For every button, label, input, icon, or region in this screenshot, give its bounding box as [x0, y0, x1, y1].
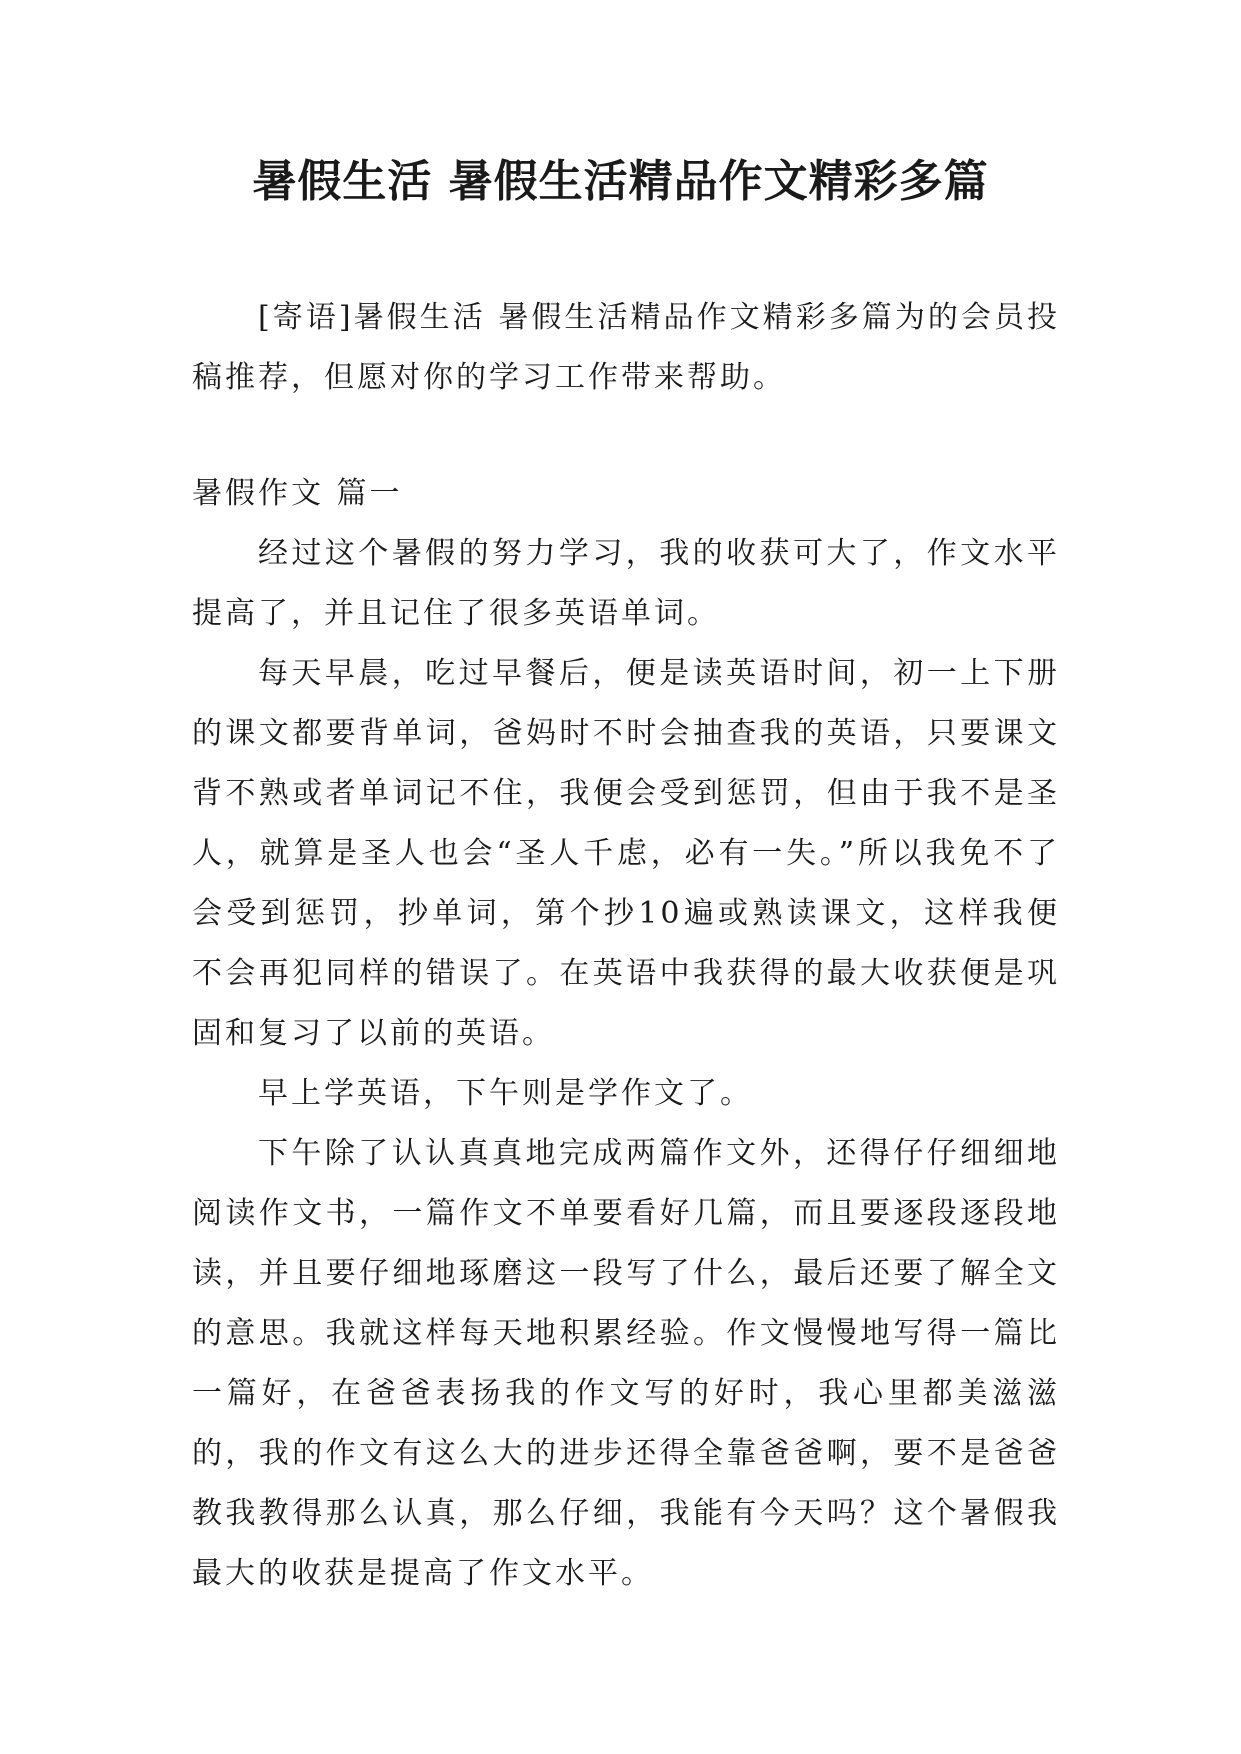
section-heading: 暑假作文 篇一 — [192, 476, 403, 511]
paragraph-3: 早上学英语，下午则是学作文了。 — [258, 1076, 753, 1111]
paragraph-1: 经过这个暑假的努力学习，我的收获可大了，作文水平提高了，并且记住了很多英语单词。 — [192, 536, 1060, 631]
document-title: 暑假生活 暑假生活精品作文精彩多篇 — [252, 156, 989, 207]
intro-paragraph: [寄语]暑假生活 暑假生活精品作文精彩多篇为的会员投稿推荐，但愿对你的学习工作带来帮助。 — [192, 300, 1060, 395]
paragraph-2: 每天早晨，吃过早餐后，便是读英语时间，初一上下册的课文都要背单词，爸妈时不时会抽查我的英语，只要课文背不熟或者单词记不住，我便会受到惩罚，但由于我不是圣人，就算是圣人也会“圣人千虑，必有一失。”所以我免不了会受到惩罚，抄单词，第个抄10遍或熟读课文，这样我便不会再犯同样的错误了。在英语中我获得的最大收获便是巩固和复习了以前的英语。 — [192, 656, 1060, 1051]
intro-block — [192, 288, 1060, 408]
essay-body — [192, 524, 1060, 1604]
paragraph-4: 下午除了认认真真地完成两篇作文外，还得仔仔细细地阅读作文书，一篇作文不单要看好几篇，而且要逐段逐段地读，并且要仔细地琢磨这一段写了什么，最后还要了解全文的意思。我就这样每天地积累经验。作文慢慢地写得一篇比一篇好，在爸爸表扬我的作文写的好时，我心里都美滋滋的，我的作文有这么大的进步还得全靠爸爸啊，要不是爸爸教我教得那么认真，那么仔细，我能有今天吗？这个暑假我最大的收获是提高了作文水平。 — [192, 1136, 1060, 1591]
